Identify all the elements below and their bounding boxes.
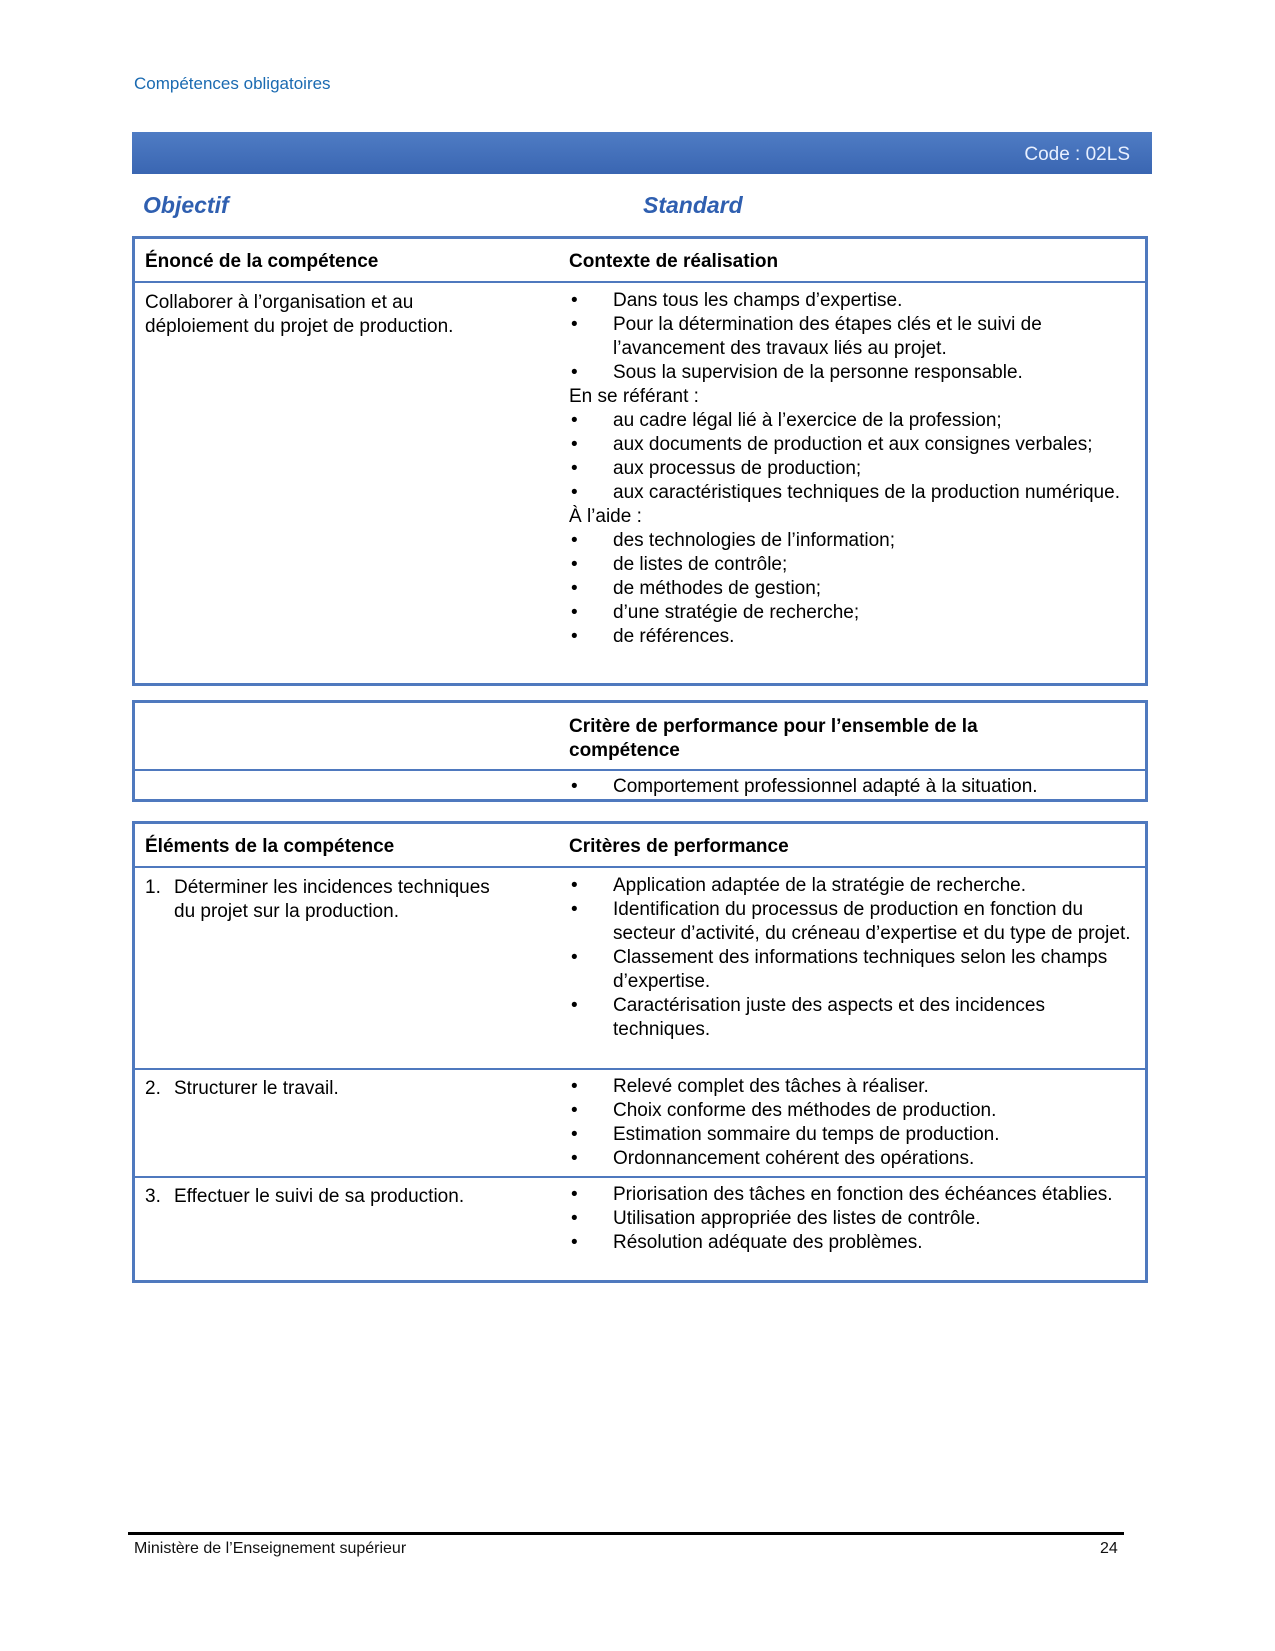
element-text: [145, 876, 514, 924]
page-number: 24: [1100, 1540, 1118, 1557]
list-item: • Identification du processus de production en fonction du secteur d’activité, du créneau d’expertise et du type de projet.: [569, 898, 1139, 946]
global-criteria-body-row: [135, 769, 1145, 801]
criteria-list: [569, 1075, 1139, 1171]
element-label: Déterminer les incidences techniques du projet sur la production.: [174, 877, 490, 922]
reference-list: [569, 409, 1139, 505]
competency-code: Code : 02LS: [1024, 144, 1130, 165]
element-text: [145, 1185, 534, 1209]
competency-table: [132, 236, 1148, 686]
element-number: 2.: [145, 1078, 161, 1099]
list-item: • de méthodes de gestion;: [569, 577, 1139, 601]
list-item: • Relevé complet des tâches à réaliser.: [569, 1075, 1139, 1099]
footer-ministry: Ministère de l’Enseignement supérieur: [134, 1540, 407, 1557]
element-row: [135, 1176, 1145, 1282]
footer-rule: [128, 1532, 1124, 1535]
list-item: • aux documents de production et aux consignes verbales;: [569, 433, 1139, 457]
list-item: • Dans tous les champs d’expertise.: [569, 289, 1139, 313]
list-item: • Choix conforme des méthodes de production.: [569, 1099, 1139, 1123]
list-item: • d’une stratégie de recherche;: [569, 601, 1139, 625]
competency-table-body-row: [135, 281, 1145, 683]
list-item: • Estimation sommaire du temps de production.: [569, 1123, 1139, 1147]
list-item: • Résolution adéquate des problèmes.: [569, 1231, 1139, 1255]
criteria-content: [569, 1075, 1139, 1171]
code-banner: [132, 132, 1152, 174]
criteria-content: [569, 874, 1139, 1042]
aid-intro: À l’aide :: [569, 506, 642, 527]
element-row: [135, 1068, 1145, 1176]
criteria-content: [569, 1183, 1139, 1255]
global-criteria-content: [569, 775, 1139, 799]
list-item: • Ordonnancement cohérent des opérations.: [569, 1147, 1139, 1171]
reference-intro: En se référant :: [569, 386, 699, 407]
element-label: Effectuer le suivi de sa production.: [174, 1186, 465, 1207]
list-item: • des technologies de l’information;: [569, 529, 1139, 553]
context-list: [569, 289, 1139, 385]
criteria-list: [569, 874, 1139, 1042]
global-criteria-table: [132, 700, 1148, 802]
list-item: • Application adaptée de la stratégie de recherche.: [569, 874, 1139, 898]
element-row: [135, 866, 1145, 1068]
statement-header: Énoncé de la compétence: [145, 251, 379, 272]
competency-table-header-row: [135, 239, 1145, 281]
list-item: • Caractérisation juste des aspects et des incidences techniques.: [569, 994, 1139, 1042]
list-item: • aux processus de production;: [569, 457, 1139, 481]
list-item: • Comportement professionnel adapté à la situation.: [569, 775, 1139, 799]
elements-table: [132, 821, 1148, 1283]
global-criteria-list: [569, 775, 1139, 799]
list-item: • de listes de contrôle;: [569, 553, 1139, 577]
context-header: Contexte de réalisation: [569, 251, 779, 272]
list-item: • au cadre légal lié à l’exercice de la profession;: [569, 409, 1139, 433]
subheadings: [143, 192, 1143, 219]
global-criteria-header: Critère de performance pour l’ensemble de la compétence: [569, 716, 978, 761]
list-item: • Classement des informations techniques selon les champs d’expertise.: [569, 946, 1139, 994]
criteria-list: [569, 1183, 1139, 1255]
list-item: • Priorisation des tâches en fonction des échéances établies.: [569, 1183, 1139, 1207]
element-label: Structurer le travail.: [174, 1078, 339, 1099]
list-item: • de références.: [569, 625, 1139, 649]
element-number: 3.: [145, 1186, 161, 1207]
global-criteria-header-row: [135, 703, 1145, 769]
list-item: • aux caractéristiques techniques de la production numérique.: [569, 481, 1139, 505]
elements-table-header-row: [135, 824, 1145, 866]
context-content: [569, 289, 1139, 649]
aid-list: [569, 529, 1139, 649]
standard-heading: Standard: [643, 192, 743, 218]
competency-statement: Collaborer à l’organisation et au déploiement du projet de production.: [145, 292, 454, 337]
list-item: • Utilisation appropriée des listes de contrôle.: [569, 1207, 1139, 1231]
elements-header: Éléments de la compétence: [145, 836, 395, 857]
element-number: 1.: [145, 877, 161, 898]
section-label: Compétences obligatoires: [134, 74, 331, 93]
element-text: [145, 1077, 514, 1101]
objective-heading: Objectif: [143, 192, 229, 218]
criteria-header: Critères de performance: [569, 836, 789, 857]
list-item: • Sous la supervision de la personne responsable.: [569, 361, 1139, 385]
list-item: • Pour la détermination des étapes clés et le suivi de l’avancement des travaux liés au projet.: [569, 313, 1139, 361]
